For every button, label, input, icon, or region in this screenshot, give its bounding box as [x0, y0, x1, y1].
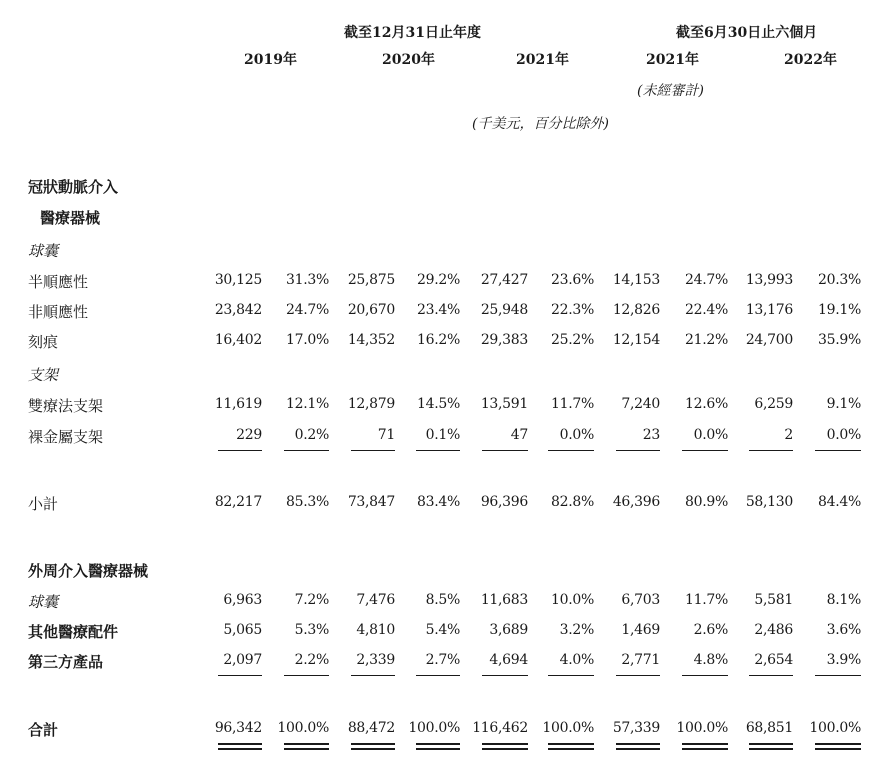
cell-2019-amount: 5,065: [223, 622, 262, 638]
total-rule: [682, 675, 728, 676]
cell-2019-pct: 0.2%: [294, 427, 329, 443]
subtotal-rule: [749, 450, 793, 451]
cell-2020-amount: 2,339: [356, 652, 395, 668]
cell-2021h1-pct: 4.8%: [693, 652, 728, 668]
grand-total-double-rule: [616, 743, 660, 750]
cell-2020-amount: 25,875: [347, 272, 395, 288]
cell-2021h1-pct: 80.9%: [685, 494, 728, 510]
cell-2020-amount: 14,352: [347, 332, 395, 348]
cell-2022h1-amount: 58,130: [745, 494, 793, 510]
grand-total-double-rule: [815, 743, 861, 750]
header-year-2021-h1: 2021年: [646, 52, 699, 68]
cell-2020-pct: 14.5%: [417, 396, 460, 412]
cell-2021h1-pct: 0.0%: [693, 427, 728, 443]
subtotal-rule: [815, 450, 861, 451]
cell-2019-amount: 16,402: [214, 332, 262, 348]
cell-2021h1-amount: 57,339: [612, 720, 660, 736]
cell-2021-pct: 3.2%: [559, 622, 594, 638]
cell-2020-amount: 12,879: [347, 396, 395, 412]
cell-2022h1-pct: 9.1%: [826, 396, 861, 412]
row-label: 雙療法支架: [28, 397, 104, 415]
subtotal-rule: [284, 450, 329, 451]
cell-2021h1-pct: 100.0%: [676, 720, 728, 736]
cell-2022h1-amount: 2,486: [754, 622, 793, 638]
grand-total-double-rule: [482, 743, 528, 750]
cell-2022h1-pct: 0.0%: [826, 427, 861, 443]
row-label: 醫療器械: [40, 209, 101, 227]
cell-2019-pct: 85.3%: [286, 494, 329, 510]
subtotal-rule: [548, 450, 594, 451]
cell-2019-amount: 2,097: [223, 652, 262, 668]
subtotal-rule: [218, 450, 262, 451]
subtotal-rule: [682, 450, 728, 451]
cell-2021h1-amount: 12,154: [612, 332, 660, 348]
cell-2020-amount: 7,476: [356, 592, 395, 608]
cell-2020-amount: 4,810: [356, 622, 395, 638]
cell-2019-amount: 30,125: [214, 272, 262, 288]
header-group-annual: 截至12月31日止年度: [344, 25, 481, 41]
cell-2019-pct: 31.3%: [286, 272, 329, 288]
cell-2021h1-pct: 11.7%: [685, 592, 728, 608]
row-label: 半順應性: [28, 273, 89, 291]
cell-2021-pct: 82.8%: [551, 494, 594, 510]
cell-2022h1-pct: 19.1%: [818, 302, 861, 318]
cell-2020-pct: 5.4%: [425, 622, 460, 638]
subtotal-rule: [416, 450, 460, 451]
row-label: 合計: [28, 721, 59, 739]
cell-2019-pct: 5.3%: [294, 622, 329, 638]
cell-2022h1-pct: 3.9%: [826, 652, 861, 668]
cell-2022h1-amount: 2,654: [754, 652, 793, 668]
header-year-2021: 2021年: [516, 52, 569, 68]
cell-2019-pct: 100.0%: [277, 720, 329, 736]
cell-2020-pct: 8.5%: [425, 592, 460, 608]
cell-2021-amount: 29,383: [480, 332, 528, 348]
cell-2019-amount: 82,217: [214, 494, 262, 510]
row-label: 球囊: [28, 593, 59, 611]
cell-2021h1-pct: 12.6%: [685, 396, 728, 412]
cell-2020-amount: 88,472: [347, 720, 395, 736]
cell-2019-pct: 17.0%: [286, 332, 329, 348]
cell-2020-pct: 23.4%: [417, 302, 460, 318]
cell-2022h1-pct: 100.0%: [809, 720, 861, 736]
cell-2021h1-amount: 23: [642, 427, 660, 443]
cell-2022h1-pct: 35.9%: [818, 332, 861, 348]
cell-2022h1-amount: 13,176: [745, 302, 793, 318]
cell-2022h1-pct: 20.3%: [818, 272, 861, 288]
cell-2021-amount: 96,396: [480, 494, 528, 510]
cell-2021-amount: 47: [510, 427, 528, 443]
subtotal-rule: [351, 450, 395, 451]
cell-2022h1-amount: 68,851: [745, 720, 793, 736]
cell-2021-amount: 11,683: [480, 592, 528, 608]
cell-2019-pct: 24.7%: [286, 302, 329, 318]
row-label: 小計: [28, 495, 59, 513]
cell-2019-amount: 229: [236, 427, 262, 443]
cell-2021-pct: 0.0%: [559, 427, 594, 443]
cell-2020-pct: 83.4%: [417, 494, 460, 510]
cell-2021h1-pct: 24.7%: [685, 272, 728, 288]
cell-2021-pct: 22.3%: [551, 302, 594, 318]
grand-total-double-rule: [749, 743, 793, 750]
cell-2022h1-amount: 24,700: [745, 332, 793, 348]
cell-2021-amount: 3,689: [489, 622, 528, 638]
cell-2021h1-pct: 2.6%: [693, 622, 728, 638]
header-unit-note: (千美元，百分比除外): [472, 116, 609, 132]
cell-2021-amount: 116,462: [472, 720, 528, 736]
cell-2020-amount: 73,847: [347, 494, 395, 510]
cell-2019-pct: 2.2%: [294, 652, 329, 668]
cell-2021h1-amount: 7,240: [621, 396, 660, 412]
grand-total-double-rule: [218, 743, 262, 750]
total-rule: [416, 675, 460, 676]
grand-total-double-rule: [682, 743, 728, 750]
grand-total-double-rule: [416, 743, 460, 750]
cell-2022h1-pct: 84.4%: [818, 494, 861, 510]
total-rule: [815, 675, 861, 676]
row-label: 非順應性: [28, 303, 89, 321]
cell-2019-amount: 6,963: [223, 592, 262, 608]
cell-2021-pct: 25.2%: [551, 332, 594, 348]
grand-total-double-rule: [548, 743, 594, 750]
header-group-halfyear: 截至6月30日止六個月: [676, 25, 818, 41]
header-unaudited-note: (未經審計): [637, 83, 704, 99]
cell-2021-pct: 23.6%: [551, 272, 594, 288]
cell-2021h1-pct: 22.4%: [685, 302, 728, 318]
row-label: 支架: [28, 366, 59, 384]
cell-2022h1-amount: 6,259: [754, 396, 793, 412]
cell-2021h1-amount: 1,469: [621, 622, 660, 638]
cell-2020-pct: 100.0%: [408, 720, 460, 736]
header-year-2022-h1: 2022年: [784, 52, 837, 68]
total-rule: [284, 675, 329, 676]
total-rule: [616, 675, 660, 676]
cell-2020-pct: 29.2%: [417, 272, 460, 288]
cell-2021-pct: 100.0%: [542, 720, 594, 736]
row-label: 裸金屬支架: [28, 428, 104, 446]
cell-2022h1-amount: 5,581: [754, 592, 793, 608]
total-rule: [548, 675, 594, 676]
cell-2021h1-amount: 6,703: [621, 592, 660, 608]
cell-2019-pct: 12.1%: [286, 396, 329, 412]
cell-2021-amount: 13,591: [480, 396, 528, 412]
cell-2022h1-amount: 13,993: [745, 272, 793, 288]
total-rule: [351, 675, 395, 676]
cell-2019-amount: 23,842: [214, 302, 262, 318]
cell-2022h1-pct: 3.6%: [826, 622, 861, 638]
row-label: 冠狀動脈介入: [28, 178, 119, 196]
cell-2020-pct: 16.2%: [417, 332, 460, 348]
cell-2021-pct: 11.7%: [551, 396, 594, 412]
cell-2021-amount: 25,948: [480, 302, 528, 318]
cell-2019-amount: 96,342: [214, 720, 262, 736]
cell-2021h1-amount: 2,771: [621, 652, 660, 668]
cell-2020-amount: 20,670: [347, 302, 395, 318]
cell-2022h1-pct: 8.1%: [826, 592, 861, 608]
row-label: 其他醫療配件: [28, 623, 119, 641]
cell-2022h1-amount: 2: [784, 427, 793, 443]
cell-2020-pct: 0.1%: [425, 427, 460, 443]
cell-2021h1-amount: 46,396: [612, 494, 660, 510]
cell-2021h1-amount: 14,153: [612, 272, 660, 288]
cell-2019-amount: 11,619: [214, 396, 262, 412]
cell-2021h1-amount: 12,826: [612, 302, 660, 318]
grand-total-double-rule: [351, 743, 395, 750]
total-rule: [218, 675, 262, 676]
cell-2021-amount: 4,694: [489, 652, 528, 668]
row-label: 外周介入醫療器械: [28, 562, 149, 580]
total-rule: [482, 675, 528, 676]
subtotal-rule: [482, 450, 528, 451]
cell-2021-pct: 10.0%: [551, 592, 594, 608]
cell-2021h1-pct: 21.2%: [685, 332, 728, 348]
cell-2020-pct: 2.7%: [425, 652, 460, 668]
header-year-2020: 2020年: [382, 52, 435, 68]
cell-2021-pct: 4.0%: [559, 652, 594, 668]
cell-2019-pct: 7.2%: [294, 592, 329, 608]
grand-total-double-rule: [284, 743, 329, 750]
cell-2021-amount: 27,427: [480, 272, 528, 288]
total-rule: [749, 675, 793, 676]
header-year-2019: 2019年: [244, 52, 297, 68]
row-label: 球囊: [28, 242, 59, 260]
row-label: 刻痕: [28, 333, 59, 351]
cell-2020-amount: 71: [377, 427, 395, 443]
row-label: 第三方產品: [28, 653, 104, 671]
subtotal-rule: [616, 450, 660, 451]
